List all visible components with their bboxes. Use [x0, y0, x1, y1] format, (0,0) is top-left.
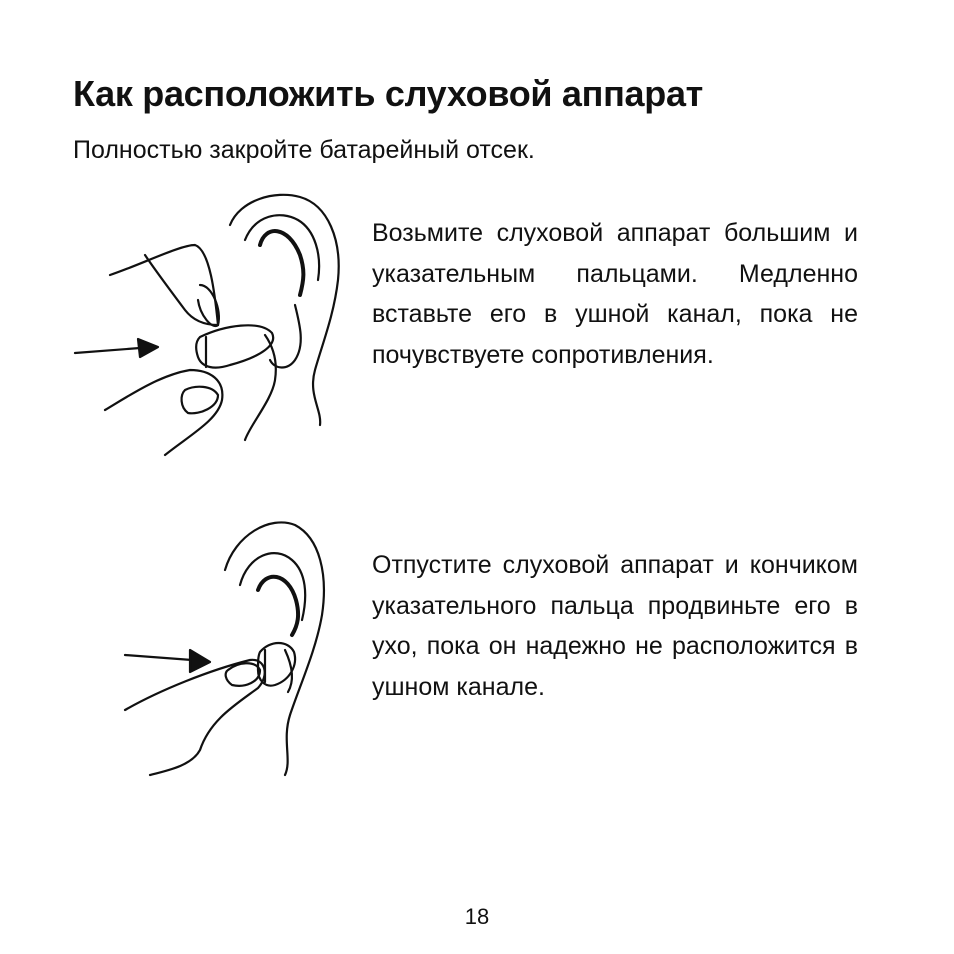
insert-arrow-head: [138, 339, 158, 357]
thumb-line: [145, 255, 218, 325]
ear-inner-fold: [258, 577, 298, 635]
ear-tragus: [245, 335, 276, 440]
ear-antihelix: [240, 553, 305, 620]
ear-helix: [225, 522, 324, 775]
push-arrow-head: [190, 650, 210, 672]
ear-inner-fold: [260, 231, 303, 295]
page-subtitle: Полностью закройте батарейный отсек.: [73, 136, 535, 164]
insert-hearing-aid-illustration: [60, 185, 350, 455]
ear-antihelix: [245, 215, 319, 280]
index-finger-lower: [105, 370, 222, 455]
index-nail: [226, 663, 260, 686]
ear-helix: [230, 195, 339, 425]
push-hearing-aid-illustration: [110, 510, 340, 785]
index-nail: [182, 387, 218, 414]
push-arrow-line: [125, 655, 192, 660]
insert-arrow-line: [75, 348, 140, 353]
step-1-instruction: Возьмите слуховой аппарат большим и указательным пальцами. Медленно вставьте его в ушной канал, пока не почувствуете сопротивления.: [372, 219, 858, 369]
index-finger: [125, 660, 265, 775]
page-number: 18: [464, 904, 490, 929]
page-title: Как расположить слуховой аппарат: [73, 73, 703, 114]
step-2-instruction: Отпустите слуховой аппарат и кончиком указательного пальца продвиньте его в ухо, пока он надежно не расположится в ушном канале.: [372, 551, 858, 701]
hearing-aid-body: [196, 325, 273, 367]
